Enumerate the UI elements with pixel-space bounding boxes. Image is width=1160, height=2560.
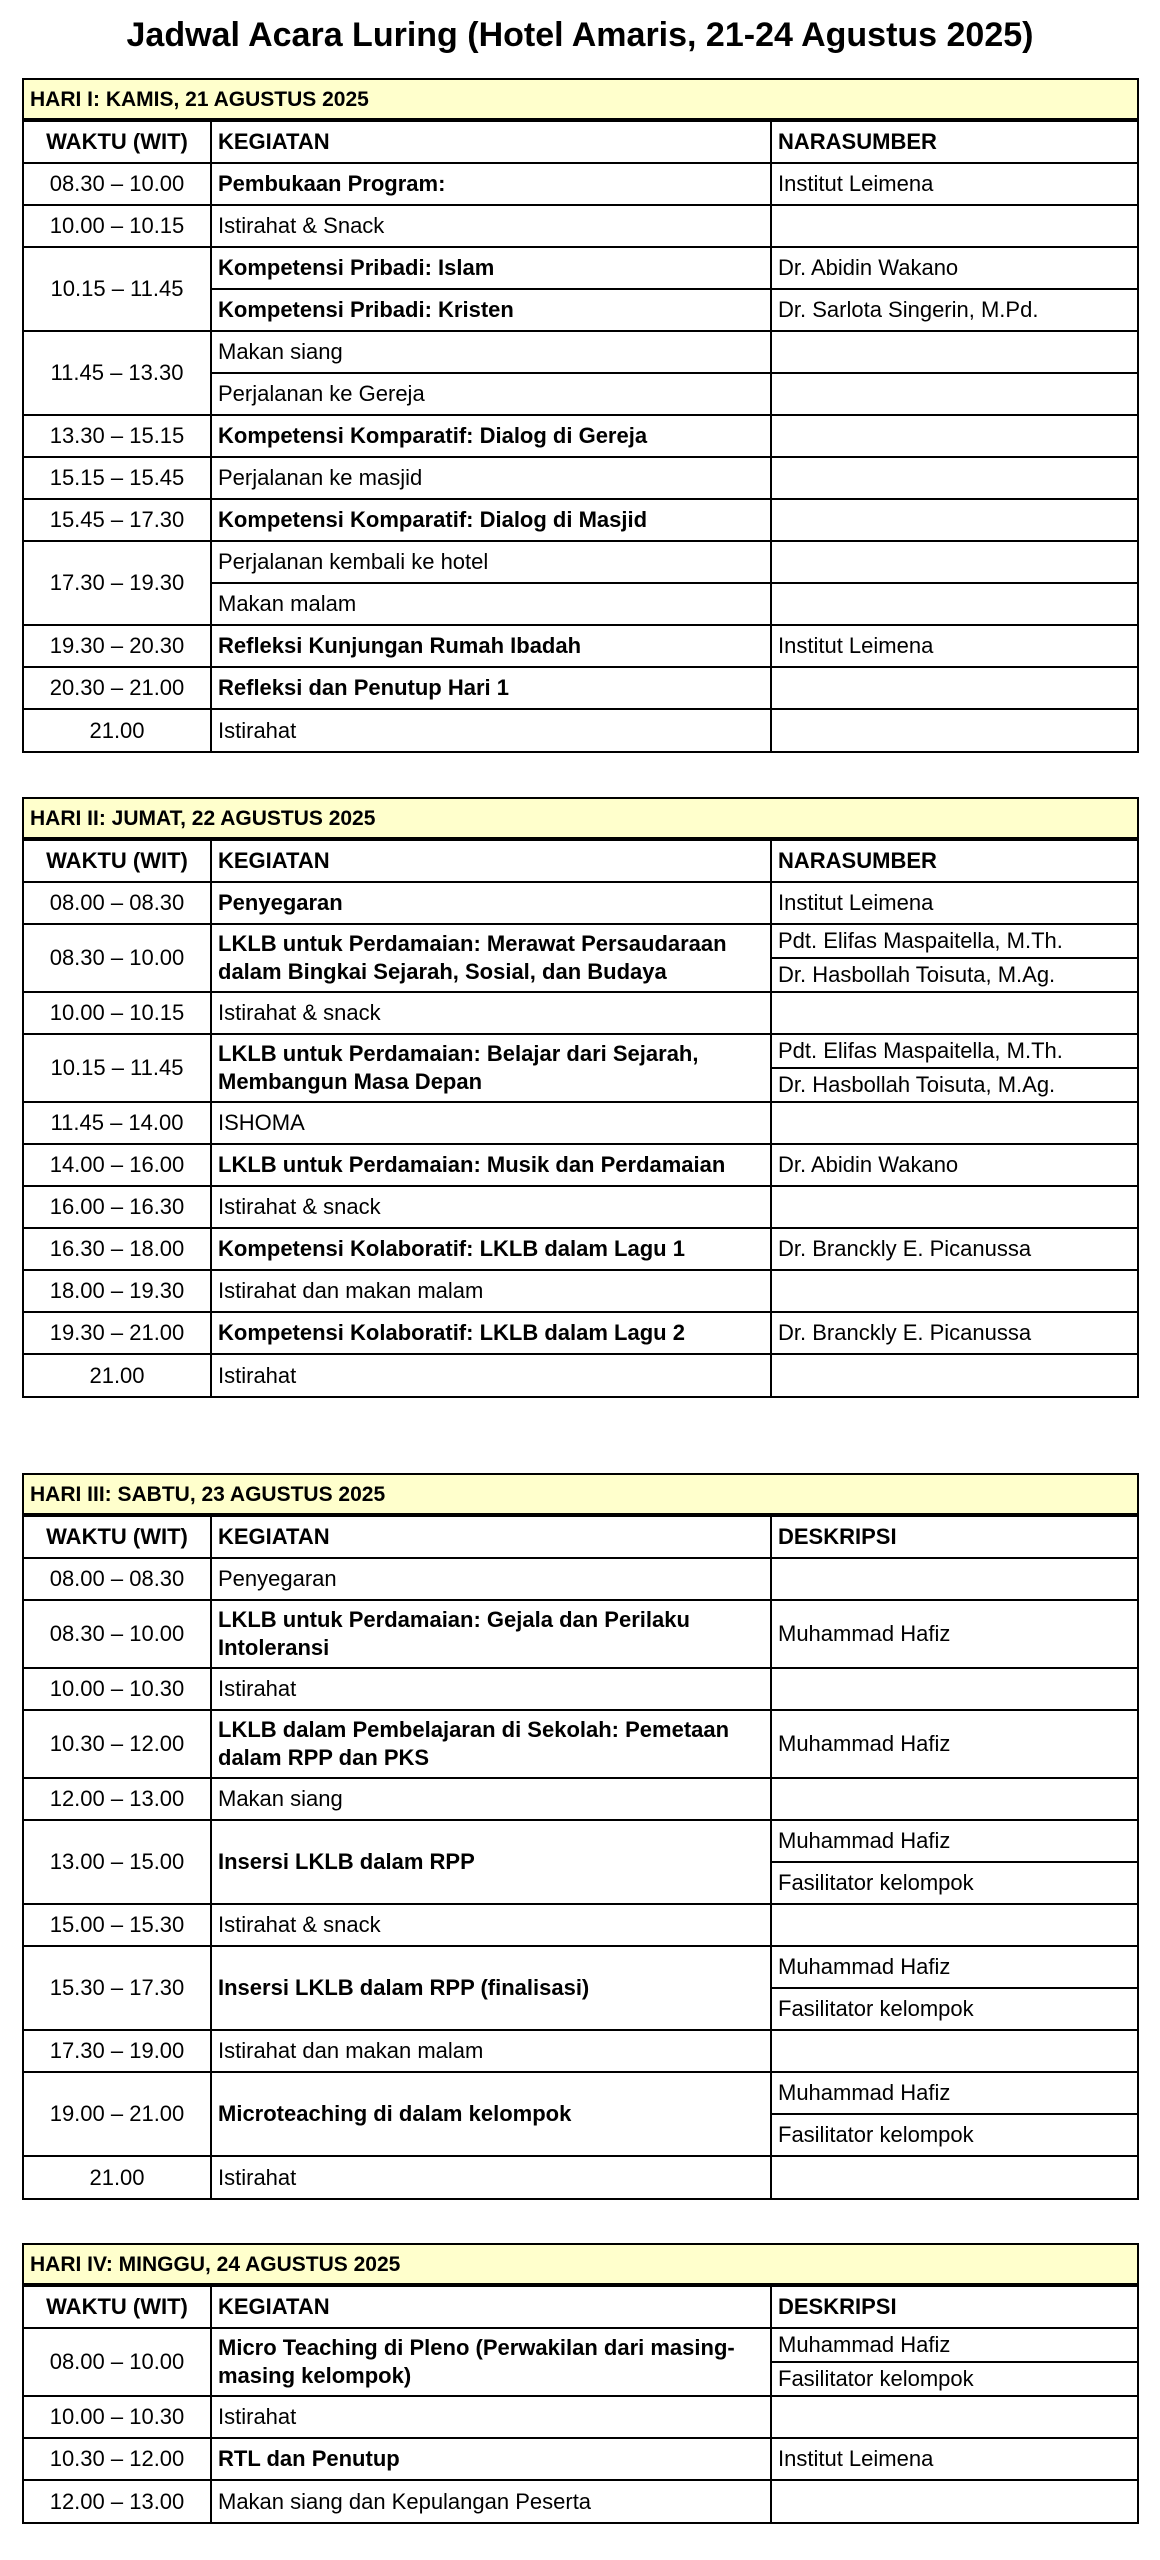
slot-time: 12.00 – 13.00 (24, 2480, 211, 2522)
table-row (24, 499, 1137, 541)
slot-speaker (771, 1354, 1137, 1396)
slot-activity: LKLB untuk Perdamaian: Merawat Persaudaraan dalam Bingkai Sejarah, Sosial, dan Budaya (211, 924, 771, 992)
slot-speaker (771, 457, 1137, 499)
table-row (24, 1102, 1137, 1144)
slot-time: 08.00 – 08.30 (24, 882, 211, 924)
slot-speaker: Pdt. Elifas Maspaitella, M.Th. (771, 1034, 1137, 1068)
day-header: HARI III: SABTU, 23 AGUSTUS 2025 (24, 1475, 1137, 1515)
slot-speaker (771, 2396, 1137, 2438)
slot-time: 15.00 – 15.30 (24, 1904, 211, 1946)
table-row (24, 924, 1137, 958)
schedule-table (24, 1515, 1137, 2198)
slot-activity: Perjalanan ke Gereja (211, 373, 771, 415)
slot-activity: LKLB untuk Perdamaian: Gejala dan Perilaku Intoleransi (211, 1600, 771, 1668)
slot-speaker: Fasilitator kelompok (771, 1988, 1137, 2030)
slot-activity: Kompetensi Komparatif: Dialog di Gereja (211, 415, 771, 457)
slot-activity: Istirahat (211, 709, 771, 751)
slot-time: 15.15 – 15.45 (24, 457, 211, 499)
slot-time: 10.00 – 10.30 (24, 2396, 211, 2438)
slot-time: 11.45 – 13.30 (24, 331, 211, 415)
slot-speaker (771, 499, 1137, 541)
column-header-row (24, 121, 1137, 163)
slot-activity: Kompetensi Pribadi: Kristen (211, 289, 771, 331)
slot-speaker (771, 2156, 1137, 2198)
slot-activity: LKLB dalam Pembelajaran di Sekolah: Pemetaan dalam RPP dan PKS (211, 1710, 771, 1778)
slot-speaker (771, 1778, 1137, 1820)
column-header-time: WAKTU (WIT) (24, 121, 211, 163)
slot-speaker: Dr. Sarlota Singerin, M.Pd. (771, 289, 1137, 331)
column-header-activity: KEGIATAN (211, 840, 771, 882)
slot-speaker (771, 541, 1137, 583)
table-row (24, 2438, 1137, 2480)
slot-activity: Perjalanan ke masjid (211, 457, 771, 499)
slot-activity: Pembukaan Program: (211, 163, 771, 205)
column-header-activity: KEGIATAN (211, 2286, 771, 2328)
slot-activity: Istirahat & snack (211, 1186, 771, 1228)
slot-speaker (771, 331, 1137, 373)
slot-time: 12.00 – 13.00 (24, 1778, 211, 1820)
slot-activity: Istirahat & snack (211, 992, 771, 1034)
slot-time: 16.30 – 18.00 (24, 1228, 211, 1270)
slot-speaker (771, 205, 1137, 247)
slot-activity: Penyegaran (211, 882, 771, 924)
slot-speaker: Fasilitator kelompok (771, 2114, 1137, 2156)
slot-activity: Istirahat & snack (211, 1904, 771, 1946)
slot-activity: Makan siang (211, 1778, 771, 1820)
slot-speaker (771, 583, 1137, 625)
slot-activity: Penyegaran (211, 1558, 771, 1600)
column-header-speaker: DESKRIPSI (771, 1516, 1137, 1558)
column-header-time: WAKTU (WIT) (24, 840, 211, 882)
column-header-row (24, 840, 1137, 882)
slot-time: 19.30 – 21.00 (24, 1312, 211, 1354)
table-row (24, 331, 1137, 373)
slot-activity: Kompetensi Pribadi: Islam (211, 247, 771, 289)
slot-activity: Refleksi dan Penutup Hari 1 (211, 667, 771, 709)
day-header: HARI I: KAMIS, 21 AGUSTUS 2025 (24, 80, 1137, 120)
slot-speaker (771, 709, 1137, 751)
slot-speaker (771, 2030, 1137, 2072)
slot-activity: RTL dan Penutup (211, 2438, 771, 2480)
slot-speaker: Dr. Branckly E. Picanussa (771, 1312, 1137, 1354)
slot-speaker (771, 992, 1137, 1034)
slot-time: 08.30 – 10.00 (24, 924, 211, 992)
table-row (24, 1144, 1137, 1186)
slot-time: 08.30 – 10.00 (24, 1600, 211, 1668)
table-row (24, 2396, 1137, 2438)
slot-speaker: Dr. Hasbollah Toisuta, M.Ag. (771, 1068, 1137, 1102)
table-row (24, 2030, 1137, 2072)
slot-speaker: Institut Leimena (771, 2438, 1137, 2480)
table-row (24, 1600, 1137, 1668)
slot-time: 10.00 – 10.15 (24, 205, 211, 247)
table-row (24, 1034, 1137, 1068)
slot-speaker (771, 1270, 1137, 1312)
table-row (24, 992, 1137, 1034)
slot-time: 10.00 – 10.15 (24, 992, 211, 1034)
column-header-time: WAKTU (WIT) (24, 2286, 211, 2328)
day-header: HARI IV: MINGGU, 24 AGUSTUS 2025 (24, 2245, 1137, 2285)
slot-activity: Kompetensi Kolaboratif: LKLB dalam Lagu 1 (211, 1228, 771, 1270)
slot-speaker: Institut Leimena (771, 625, 1137, 667)
table-row (24, 882, 1137, 924)
schedule-day-3 (22, 1473, 1139, 2200)
slot-time: 10.00 – 10.30 (24, 1668, 211, 1710)
slot-time: 21.00 (24, 709, 211, 751)
slot-time: 10.30 – 12.00 (24, 2438, 211, 2480)
slot-speaker: Muhammad Hafiz (771, 1600, 1137, 1668)
slot-time: 17.30 – 19.00 (24, 2030, 211, 2072)
slot-activity: Makan malam (211, 583, 771, 625)
slot-speaker: Dr. Branckly E. Picanussa (771, 1228, 1137, 1270)
slot-activity: Microteaching di dalam kelompok (211, 2072, 771, 2156)
schedule-day-4 (22, 2243, 1139, 2524)
slot-speaker: Dr. Abidin Wakano (771, 1144, 1137, 1186)
table-row (24, 2480, 1137, 2522)
slot-speaker: Muhammad Hafiz (771, 1820, 1137, 1862)
table-row (24, 1270, 1137, 1312)
slot-time: 13.30 – 15.15 (24, 415, 211, 457)
schedule-day-1 (22, 78, 1139, 753)
table-row (24, 541, 1137, 583)
slot-speaker: Pdt. Elifas Maspaitella, M.Th. (771, 924, 1137, 958)
slot-time: 10.15 – 11.45 (24, 247, 211, 331)
slot-time: 19.00 – 21.00 (24, 2072, 211, 2156)
slot-speaker: Muhammad Hafiz (771, 2328, 1137, 2362)
table-row (24, 1668, 1137, 1710)
slot-activity: LKLB untuk Perdamaian: Musik dan Perdamaian (211, 1144, 771, 1186)
slot-time: 11.45 – 14.00 (24, 1102, 211, 1144)
slot-time: 13.00 – 15.00 (24, 1820, 211, 1904)
slot-activity: Istirahat (211, 2396, 771, 2438)
schedule-table (24, 839, 1137, 1396)
slot-speaker: Muhammad Hafiz (771, 1710, 1137, 1778)
slot-activity: Insersi LKLB dalam RPP (211, 1820, 771, 1904)
slot-speaker (771, 373, 1137, 415)
table-row (24, 667, 1137, 709)
column-header-time: WAKTU (WIT) (24, 1516, 211, 1558)
slot-speaker: Muhammad Hafiz (771, 1946, 1137, 1988)
slot-time: 15.45 – 17.30 (24, 499, 211, 541)
slot-speaker: Fasilitator kelompok (771, 2362, 1137, 2396)
slot-activity: Refleksi Kunjungan Rumah Ibadah (211, 625, 771, 667)
day-header: HARI II: JUMAT, 22 AGUSTUS 2025 (24, 799, 1137, 839)
slot-activity: Istirahat dan makan malam (211, 1270, 771, 1312)
slot-activity: Istirahat dan makan malam (211, 2030, 771, 2072)
slot-activity: Istirahat (211, 2156, 771, 2198)
slot-activity: Makan siang (211, 331, 771, 373)
table-row (24, 163, 1137, 205)
slot-activity: Kompetensi Kolaboratif: LKLB dalam Lagu 2 (211, 1312, 771, 1354)
slot-time: 08.00 – 08.30 (24, 1558, 211, 1600)
table-row (24, 1186, 1137, 1228)
table-row (24, 247, 1137, 289)
column-header-activity: KEGIATAN (211, 121, 771, 163)
slot-speaker (771, 415, 1137, 457)
schedule-table (24, 2285, 1137, 2522)
slot-time: 18.00 – 19.30 (24, 1270, 211, 1312)
slot-speaker: Dr. Abidin Wakano (771, 247, 1137, 289)
column-header-row (24, 2286, 1137, 2328)
slot-speaker (771, 2480, 1137, 2522)
slot-time: 19.30 – 20.30 (24, 625, 211, 667)
slot-time: 10.15 – 11.45 (24, 1034, 211, 1102)
slot-activity: Insersi LKLB dalam RPP (finalisasi) (211, 1946, 771, 2030)
table-row (24, 1778, 1137, 1820)
slot-speaker: Muhammad Hafiz (771, 2072, 1137, 2114)
slot-time: 17.30 – 19.30 (24, 541, 211, 625)
table-row (24, 1904, 1137, 1946)
slot-time: 20.30 – 21.00 (24, 667, 211, 709)
table-row (24, 2072, 1137, 2114)
slot-speaker: Fasilitator kelompok (771, 1862, 1137, 1904)
table-row (24, 1710, 1137, 1778)
slot-speaker: Institut Leimena (771, 882, 1137, 924)
slot-speaker (771, 1668, 1137, 1710)
table-row (24, 1312, 1137, 1354)
table-row (24, 415, 1137, 457)
table-row (24, 1558, 1137, 1600)
slot-activity: Kompetensi Komparatif: Dialog di Masjid (211, 499, 771, 541)
column-header-activity: KEGIATAN (211, 1516, 771, 1558)
slot-activity: Micro Teaching di Pleno (Perwakilan dari masing-masing kelompok) (211, 2328, 771, 2396)
slot-activity: Istirahat (211, 1354, 771, 1396)
slot-speaker (771, 1186, 1137, 1228)
table-row (24, 1946, 1137, 1988)
schedule-table (24, 120, 1137, 751)
slot-speaker (771, 1904, 1137, 1946)
slot-speaker (771, 1102, 1137, 1144)
slot-activity: Istirahat (211, 1668, 771, 1710)
schedule-day-2 (22, 797, 1139, 1398)
table-row (24, 1228, 1137, 1270)
column-header-speaker: NARASUMBER (771, 840, 1137, 882)
slot-time: 08.30 – 10.00 (24, 163, 211, 205)
slot-speaker (771, 667, 1137, 709)
table-row (24, 1820, 1137, 1862)
table-row (24, 457, 1137, 499)
slot-time: 08.00 – 10.00 (24, 2328, 211, 2396)
slot-speaker (771, 1558, 1137, 1600)
slot-activity: LKLB untuk Perdamaian: Belajar dari Sejarah, Membangun Masa Depan (211, 1034, 771, 1102)
table-row (24, 205, 1137, 247)
slot-time: 21.00 (24, 1354, 211, 1396)
slot-time: 10.30 – 12.00 (24, 1710, 211, 1778)
slot-activity: Makan siang dan Kepulangan Peserta (211, 2480, 771, 2522)
table-row (24, 1354, 1137, 1396)
slot-time: 21.00 (24, 2156, 211, 2198)
table-row (24, 625, 1137, 667)
slot-time: 15.30 – 17.30 (24, 1946, 211, 2030)
slot-time: 14.00 – 16.00 (24, 1144, 211, 1186)
page-title: Jadwal Acara Luring (Hotel Amaris, 21-24 Agustus 2025) (126, 16, 1034, 54)
column-header-speaker: NARASUMBER (771, 121, 1137, 163)
table-row (24, 2328, 1137, 2362)
column-header-speaker: DESKRIPSI (771, 2286, 1137, 2328)
slot-activity: Perjalanan kembali ke hotel (211, 541, 771, 583)
table-row (24, 2156, 1137, 2198)
table-row (24, 709, 1137, 751)
slot-activity: ISHOMA (211, 1102, 771, 1144)
slot-time: 16.00 – 16.30 (24, 1186, 211, 1228)
slot-speaker: Dr. Hasbollah Toisuta, M.Ag. (771, 958, 1137, 992)
slot-speaker: Institut Leimena (771, 163, 1137, 205)
column-header-row (24, 1516, 1137, 1558)
slot-activity: Istirahat & Snack (211, 205, 771, 247)
